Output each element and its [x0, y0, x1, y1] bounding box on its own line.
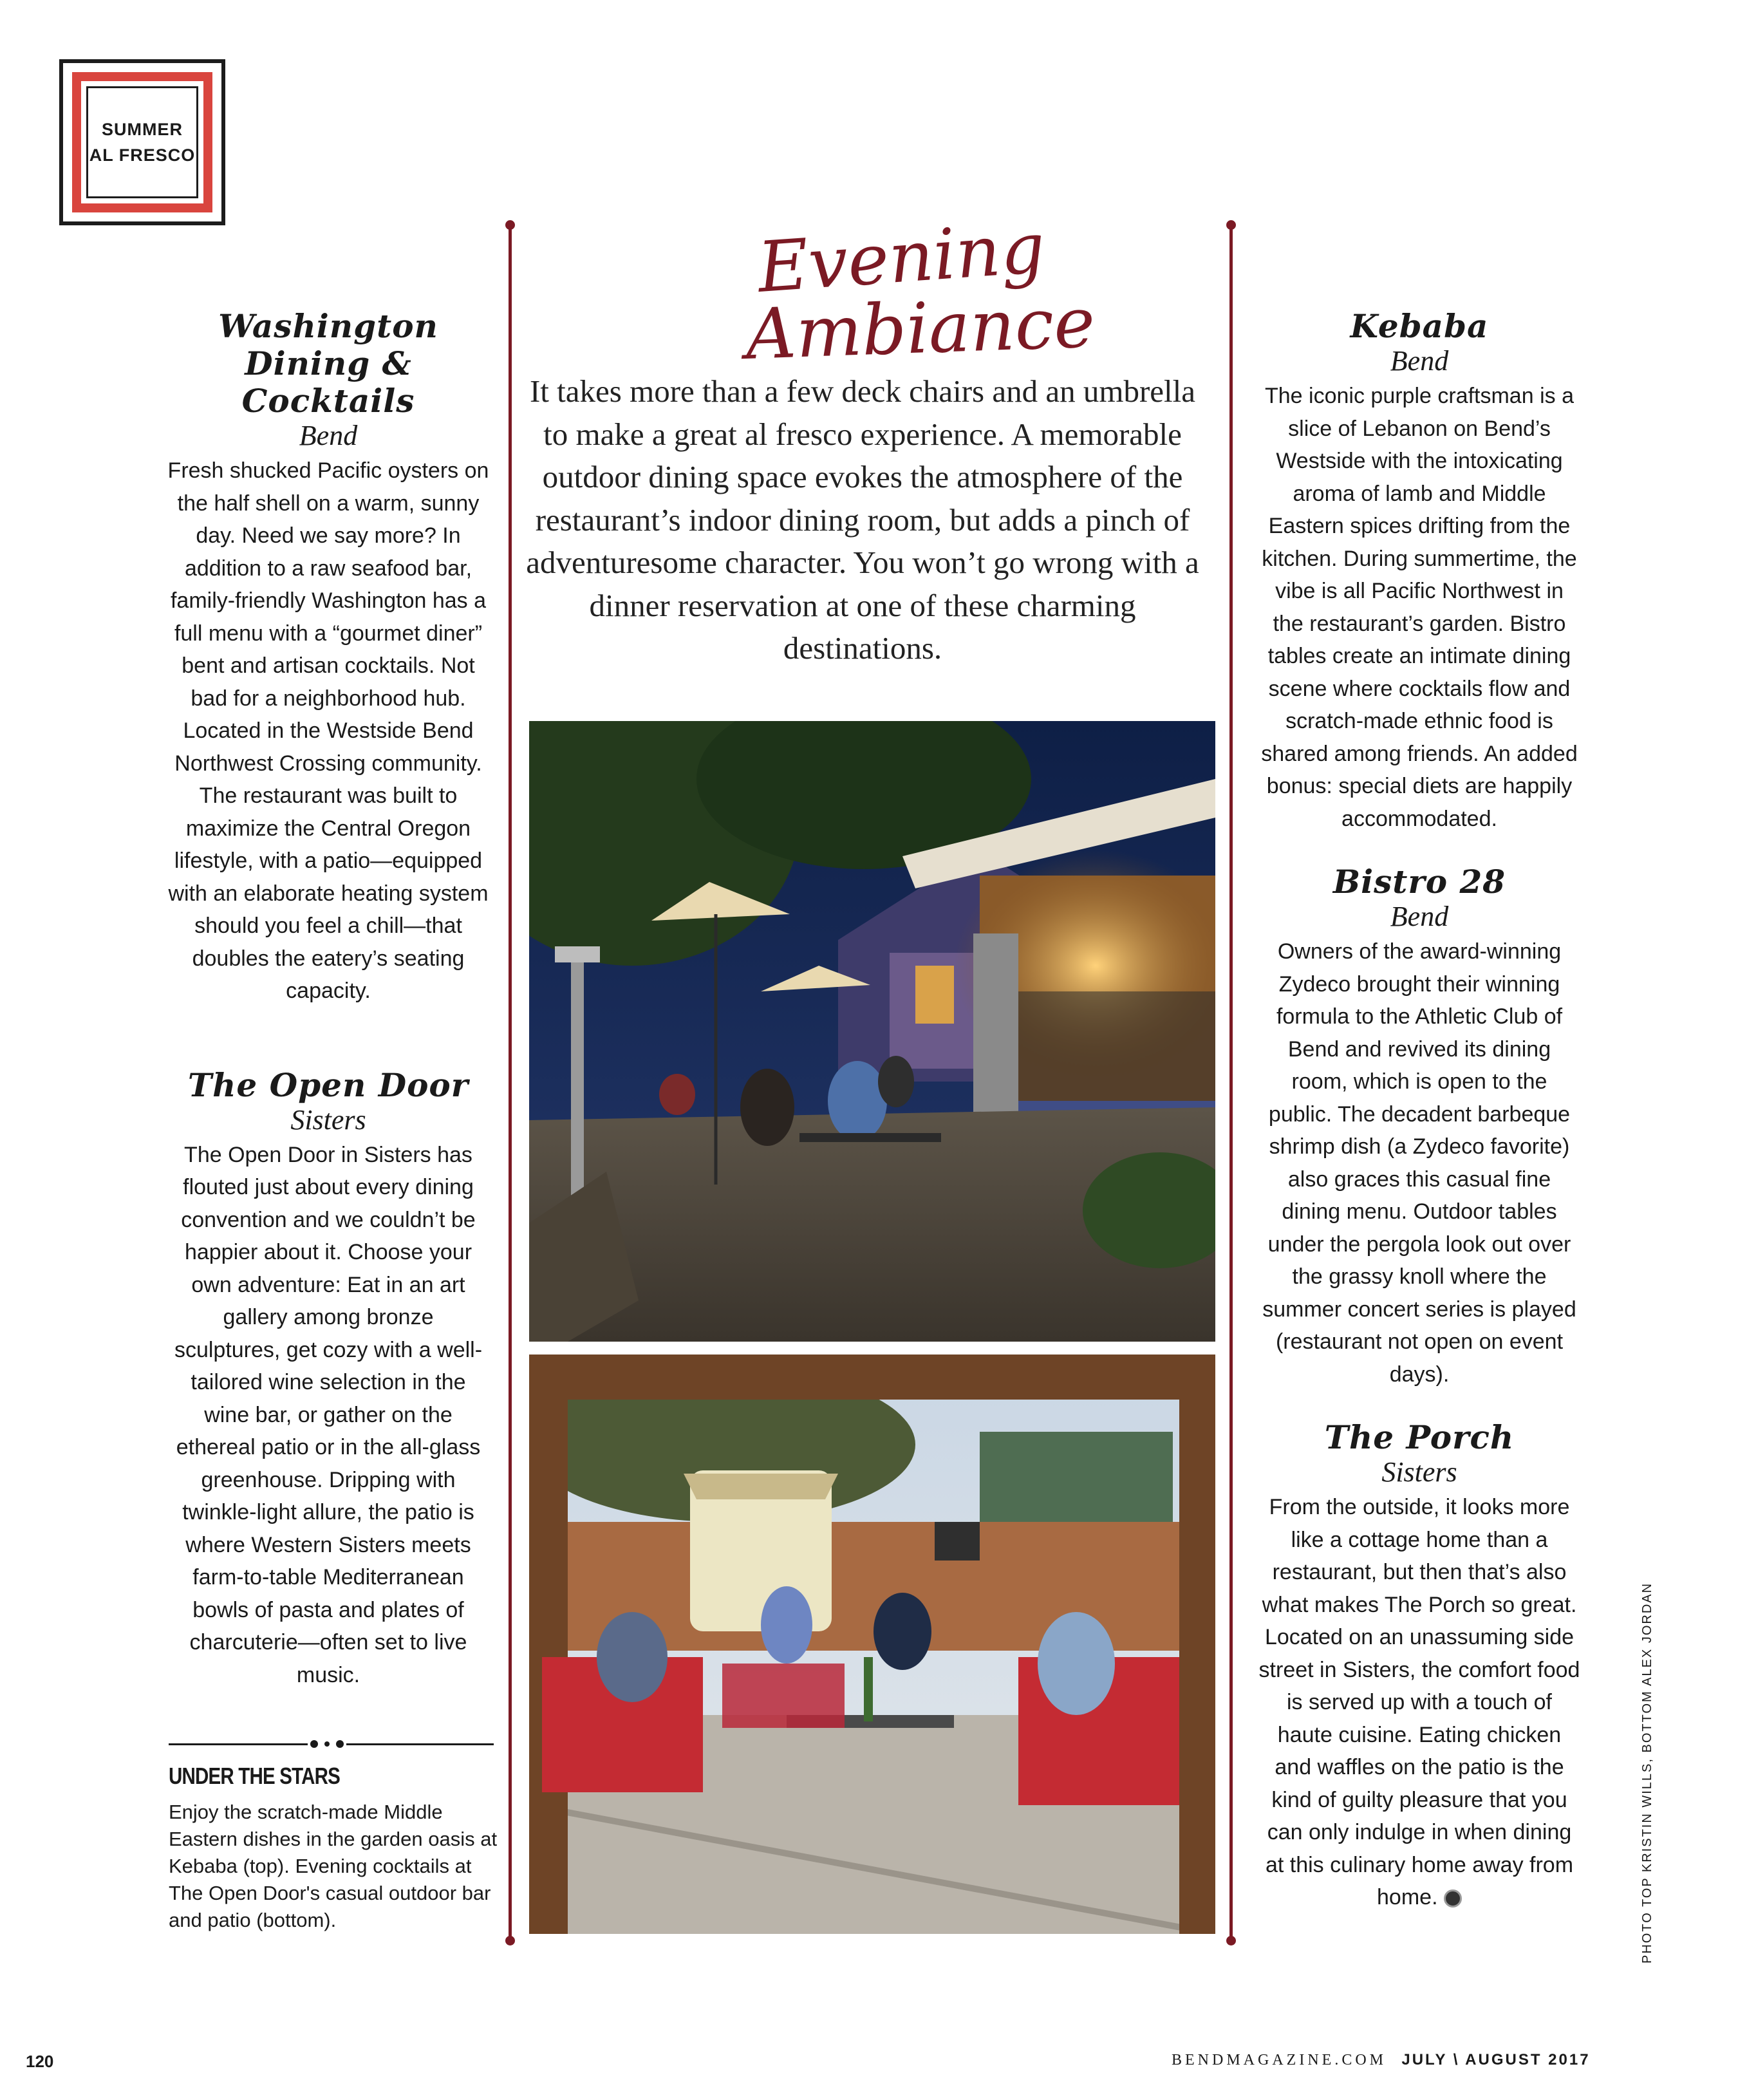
restaurant-entry [154, 1067, 502, 1692]
restaurant-town: Bend [1390, 901, 1449, 932]
restaurant-description: Owners of the award-winning Zydeco brought their winning formula to the Athletic Club of Bend and revived its dining room, which is open to the public. The decadent barbeque shrimp dish (a Zydeco favorite) also graces this casual fine dining menu. Outdoor tables under the pergola look out over the grassy knoll where the summer concert series is played (restaurant not open on event days). [1262, 939, 1576, 1387]
feature-title [708, 208, 1097, 383]
restaurant-town: Bend [1390, 345, 1449, 377]
rule-dot [1226, 1936, 1236, 1945]
right-column [1246, 308, 1593, 1914]
rule-dot [1226, 220, 1236, 230]
restaurant-name: The Porch [1324, 1418, 1515, 1456]
right-vertical-rule [1229, 225, 1233, 1941]
restaurant-description-text: From the outside, it looks more like a cottage home than a restaurant, but then that’s also what makes The Porch so great. Located on an unassuming side street in Sisters, the comfort food is served up with a touch of haute cuisine. Eating chicken and waffles on the patio is the kind of guilty pleasure that you can only indulge in when dining at this culinary home away from home. [1258, 1495, 1580, 1909]
page-number: 120 [26, 2052, 54, 2071]
restaurant-entry [1246, 308, 1593, 835]
photo-credit: PHOTO TOP KRISTIN WILLS, BOTTOM ALEX JORDAN [1640, 1582, 1654, 1964]
intro-paragraph: It takes more than a few deck chairs and an umbrella to make a great al fresco experience. A memorable outdoor dining space evokes the atmosphere of the restaurant’s indoor dining room, but adds a pinch of adventuresome character. You won’t go wrong with a dinner reservation at one of these charming destinations. [526, 373, 1199, 666]
restaurant-entry [1246, 1419, 1593, 1914]
left-vertical-rule [509, 225, 512, 1941]
section-badge [59, 59, 225, 225]
footer [1172, 2051, 1591, 2069]
restaurant-entry [154, 308, 502, 1008]
restaurant-name: Washington Dining & Cocktails [218, 307, 438, 420]
rule-dot [505, 1936, 515, 1945]
restaurant-description: The Open Door in Sisters has flouted just about every dining convention and we couldn’t be happier about it. Choose your own adventure: Eat in an art gallery among bronze sculptures, get cozy with a well-tailored wine selection in the wine bar, or gather on the ethereal patio or in the all-glass greenhouse. Dripping with twinkle-light allure, the patio is where Western Sisters meets farm-to-table Mediterranean bowls of pasta and plates of charcuterie—often set to live music. [174, 1142, 483, 1687]
restaurant-description [1258, 1491, 1580, 1914]
footer-site: BENDMAGAZINE.COM [1172, 2052, 1387, 2068]
end-mark-icon [1444, 1889, 1462, 1908]
restaurant-name: The Open Door [187, 1065, 469, 1104]
photo-kebaba-night-patio [529, 721, 1215, 1342]
title-line-1: Evening [755, 208, 1048, 308]
restaurant-town: Sisters [1381, 1456, 1457, 1488]
badge-line-1: SUMMER [102, 120, 183, 139]
left-column [154, 308, 502, 1691]
caption-title: UNDER THE STARS [169, 1763, 340, 1789]
restaurant-description: The iconic purple craftsman is a slice of Lebanon on Bend’s Westside with the intoxicating aroma of lamb and Middle Eastern spices drifting from the kitchen. During summertime, the vibe is all Pacific Northwest in the restaurant’s garden. Bistro tables create an intimate dining scene where cocktails flow and scratch-made ethnic food is shared among friends. An added bonus: special diets are happily accommodated. [1261, 384, 1578, 831]
restaurant-name: Kebaba [1350, 307, 1489, 345]
footer-issue: JULY \ AUGUST 2017 [1401, 2051, 1591, 2068]
badge-line-2: AL FRESCO [89, 145, 196, 165]
restaurant-name: Bistro 28 [1332, 863, 1506, 901]
caption-body: Enjoy the scratch-made Middle Eastern dishes in the garden oasis at Kebaba (top). Evening cocktails at The Open Door's casual outdoor bar and patio (bottom). [169, 1801, 498, 1931]
title-line-2: Ambiance [744, 283, 1097, 375]
restaurant-town: Sisters [290, 1103, 366, 1136]
restaurant-town: Bend [299, 420, 358, 451]
rule-dot [505, 220, 515, 230]
photo-open-door-patio [529, 1355, 1215, 1934]
restaurant-entry [1246, 863, 1593, 1391]
restaurant-description: Fresh shucked Pacific oysters on the half shell on a warm, sunny day. Need we say more? In addition to a raw seafood bar, family-friendly Washington has a full menu with a “gourmet diner” bent and artisan cocktails. Not bad for a neighborhood hub. Located in the Westside Bend Northwest Crossing community. The restaurant was built to maximize the Central Oregon lifestyle, with a patio—equipped with an elaborate heating system should you feel a chill—that doubles the eatery’s seating capacity. [167, 458, 489, 1003]
caption-ornament [308, 1738, 346, 1750]
